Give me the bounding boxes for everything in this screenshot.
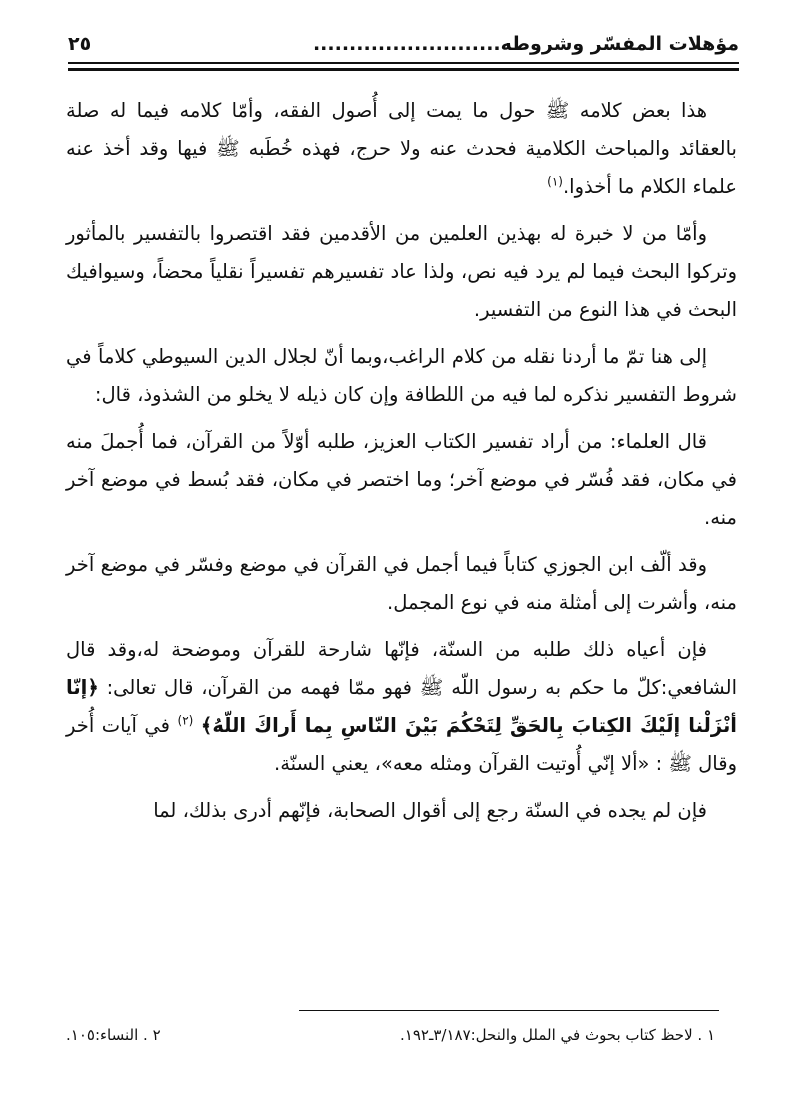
footnote-reference: (٢) bbox=[177, 713, 194, 728]
paragraph-7: فإن لم يجده في السنّة رجع إلى أقوال الصحابة، فإنّهم أدرى بذلك، لما bbox=[153, 799, 707, 822]
footnote-1: ١ . لاحظ كتاب بحوث في الملل والنحل:٣/١٨٧ـ١٩٢. bbox=[399, 1026, 715, 1044]
paragraph-text: في آيات أُخر وقال ﷺ : «ألا إنّي أُوتيت القرآن ومثله معه»، يعني السنّة. bbox=[66, 714, 737, 775]
footnote-2: ٢ . النساء:١٠٥. bbox=[66, 1026, 161, 1044]
running-title bbox=[313, 33, 739, 55]
running-header bbox=[68, 30, 739, 58]
header-rule-thick bbox=[68, 68, 739, 71]
chapter-title: مؤهلات المفسّر وشروطه bbox=[500, 33, 739, 55]
paragraph-2: وأمّا من لا خبرة له بهذين العلمين من الأقدمين فقد اقتصروا بالتفسير بالمأثور وتركوا البحث فيما لم يرد فيه نص، ولذا عاد تفسيرهم تفسيراً نقلياً محضاً، وسيوافيك البحث في هذا النوع من التفسير. bbox=[66, 222, 737, 321]
paragraph-text: هذا بعض كلامه ﷺ حول ما يمت إلى أُصول الفقه، وأمّا كلامه فيما له صلة بالعقائد والمباحث الكلامية فحدث عنه ولا حرج، فهذه خُطَبه ﷺ فيها وقد أخذ عنه علماء الكلام ما أخذوا. bbox=[66, 99, 737, 198]
footnote-separator bbox=[299, 1010, 719, 1011]
quran-verse: ﴿إنّا أنْزَلْنا إلَيْكَ الكِتابَ بِالحَقِّ لِتَحْكُمَ بَيْنَ النّاسِ بِما أَراكَ اللّهُ﴾ bbox=[66, 676, 737, 737]
leader-dots: .......................... bbox=[312, 33, 501, 55]
paragraph-5: وقد ألّف ابن الجوزي كتاباً فيما أجمل في القرآن في موضع وفسّر في موضع آخر منه، وأشرت إلى أمثلة منه في نوع المجمل. bbox=[66, 553, 737, 614]
paragraph-3: إلى هنا تمّ ما أردنا نقله من كلام الراغب،وبما أنّ لجلال الدين السيوطي كلاماً في شروط التفسير نذكره لما فيه من اللطافة وإن كان ذيله لا يخلو من الشذوذ، قال: bbox=[66, 345, 737, 406]
paragraph-6 bbox=[66, 631, 737, 783]
footnotes bbox=[66, 1026, 715, 1044]
paragraph-text: فإن أعياه ذلك طلبه من السنّة، فإنّها شارحة للقرآن وموضحة له،وقد قال الشافعي:كلّ ما حكم به رسول اللّه ﷺ فهو ممّا فهمه من القرآن، قال تعالى: bbox=[66, 638, 737, 699]
body-text bbox=[66, 92, 737, 839]
paragraph-1 bbox=[66, 92, 737, 206]
page-number: ٢٥ bbox=[68, 33, 92, 55]
paragraph-4: قال العلماء: من أراد تفسير الكتاب العزيز، طلبه أوّلاً من القرآن، فما أُجملَ منه في مكان، فقد فُسّر في موضع آخر؛ وما اختصر في مكان، فقد بُسط في موضع آخر منه. bbox=[66, 430, 737, 529]
header-rule-thin bbox=[68, 62, 739, 64]
footnote-reference: (١) bbox=[547, 174, 563, 189]
